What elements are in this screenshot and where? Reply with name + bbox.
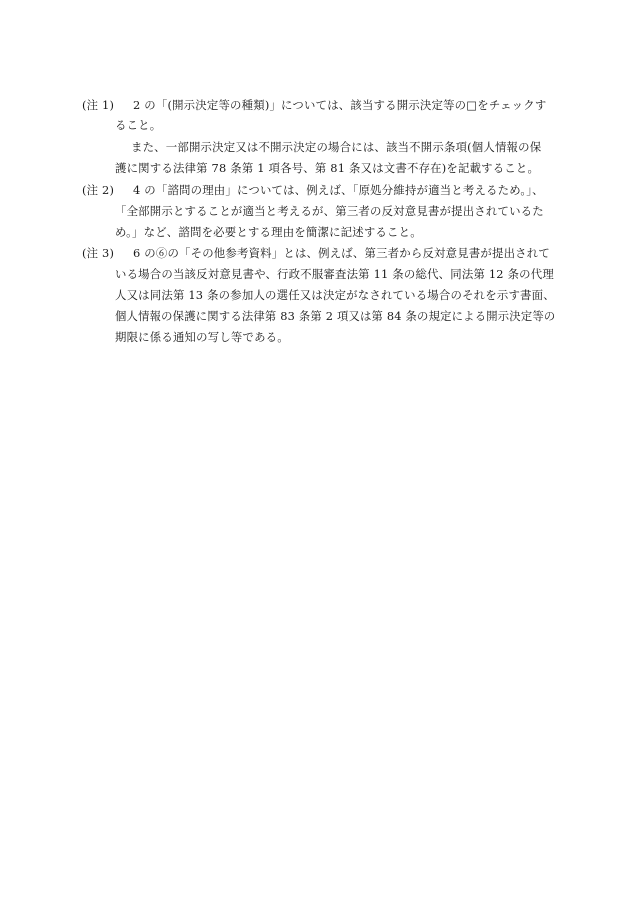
note-1-line-1: 2 の「(開示決定等の種類)」については、該当する開示決定等の□をチェックす bbox=[133, 98, 547, 112]
note-3-line-5: 期限に係る通知の写し等である。 bbox=[115, 330, 289, 344]
note-3-line-2: いる場合の当該反対意見書や、行政不服審査法第 11 条の総代、同法第 12 条の代理 bbox=[115, 267, 554, 281]
note-3-line-4: 個人情報の保護に関する法律第 83 条第 2 項又は第 84 条の規定による開示決定等の bbox=[115, 309, 556, 323]
note-1-line-2: ること。 bbox=[115, 118, 162, 132]
note-3-line-1: 6 の⑥の「その他参考資料」とは、例えば、第三者から反対意見書が提出されて bbox=[133, 246, 550, 260]
note-label: (注 3) bbox=[82, 246, 115, 260]
note-2-line-2: 「全部開示とすることが適当と考えるが、第三者の反対意見書が提出されているた bbox=[115, 204, 544, 218]
note-2-line-1: 4 の「諮問の理由」については、例えば、「原処分維持が適当と考えるため。」、 bbox=[133, 183, 544, 197]
note-label: (注 1) bbox=[82, 98, 115, 112]
note-label: (注 2) bbox=[82, 183, 115, 197]
note-1-line-3: また、一部開示決定又は不開示決定の場合には、該当不開示条項(個人情報の保 bbox=[131, 140, 542, 154]
note-3-line-3: 人又は同法第 13 条の参加人の選任又は決定がなされている場合のそれを示す書面、 bbox=[115, 288, 555, 302]
note-1-line-4: 護に関する法律第 78 条第 1 項各号、第 81 条又は文書不存在)を記載すること。 bbox=[115, 161, 540, 175]
note-2-line-3: め。」など、諮問を必要とする理由を簡潔に記述すること。 bbox=[115, 225, 422, 239]
